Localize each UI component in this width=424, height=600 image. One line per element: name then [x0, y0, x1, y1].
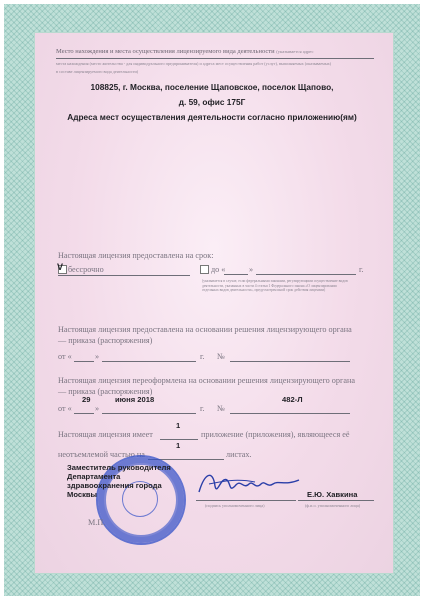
address-line2: д. 59, офис 175Г	[178, 97, 246, 107]
stamp-place-label: М.П.	[88, 518, 106, 527]
reissue-from: от «	[58, 404, 72, 413]
address-line3: Адреса мест осуществления деятельности согласно приложению(ям)	[67, 112, 357, 122]
until-checkbox	[200, 265, 209, 274]
appendix-line1-end: приложение (приложения), являющееся её	[201, 430, 350, 439]
indefinite-underline	[58, 275, 190, 276]
reissue-number: 482-Л	[282, 395, 303, 404]
reissue-day-line	[74, 413, 94, 414]
until-prefix: до «	[211, 265, 226, 274]
until-quote: »	[249, 265, 254, 274]
basis-number-line	[230, 361, 350, 362]
reissue-number-sign: №	[217, 404, 225, 413]
header-line1	[56, 48, 314, 55]
indefinite-label: бессрочно	[68, 265, 104, 274]
reissue-line2: — приказа (распоряжения)	[58, 387, 153, 396]
address-line1: 108825, г. Москва, поселение Щаповское, поселок Щапово,	[90, 82, 334, 92]
appendix-count-line	[160, 439, 198, 440]
basis-day-line	[74, 361, 94, 362]
reissue-line1: Настоящая лицензия переоформлена на основании решения лицензирующего органа	[58, 376, 355, 385]
indefinite-check-mark: V	[57, 262, 64, 272]
signatory-title-line3: здравоохранения города	[67, 481, 162, 490]
reissue-number-line	[230, 413, 350, 414]
appendix-line2-start: неотъемлемой частью на	[58, 450, 145, 459]
handwritten-signature	[195, 466, 305, 502]
header-underline	[56, 58, 374, 59]
signatory-name: Е.Ю. Хавкина	[307, 490, 358, 499]
reissue-month-line	[102, 413, 196, 414]
signature-line	[196, 500, 296, 501]
until-day-line	[224, 274, 248, 275]
signatory-title-line2: Департамента	[67, 472, 121, 481]
appendix-count: 1	[176, 421, 181, 430]
appendix-line1-start: Настоящая лицензия имеет	[58, 430, 153, 439]
basis-from: от «	[58, 352, 72, 361]
until-year-suffix: г.	[359, 265, 364, 274]
reissue-day: 29	[82, 395, 91, 404]
name-caption: (ф.и.о. уполномоченного лица)	[305, 503, 361, 508]
header-line1-main: Место нахождения и места осуществления лицензируемого вида деятельности	[56, 48, 275, 55]
reissue-quote: »	[95, 404, 100, 413]
reissue-year-suffix: г.	[200, 404, 205, 413]
basis-year-suffix: г.	[200, 352, 205, 361]
name-line	[298, 500, 374, 501]
header-line2: места нахождения (место жительства - для индивидуального предпринимателя) и адреса мест осуществления работ (услуг), выполняемых (оказываемых)	[56, 61, 332, 66]
reissue-month: июня 2018	[115, 395, 155, 404]
signature-caption: (подпись уполномоченного лица)	[205, 503, 265, 508]
signatory-title-line4: Москвы	[67, 490, 98, 499]
basis-quote: »	[95, 352, 100, 361]
until-date-line	[256, 274, 356, 275]
basis-number-sign: №	[217, 352, 225, 361]
appendix-sheets: 1	[176, 441, 181, 450]
basis-month-line	[102, 361, 196, 362]
appendix-line2-end: листах.	[226, 450, 252, 459]
signatory-title-line1: Заместитель руководителя	[67, 463, 171, 472]
term-label: Настоящая лицензия предоставлена на срок:	[58, 251, 214, 260]
header-line3: в составе лицензируемого вида деятельности)	[56, 69, 139, 74]
basis-line1: Настоящая лицензия предоставлена на основании решения лицензирующего органа	[58, 325, 352, 334]
basis-line2: — приказа (распоряжения)	[58, 336, 153, 345]
term-note: (указывается в случае, если федеральными законами, регулирующими осуществление видов деятельности, указанных в части 4 статьи 1 Федерального закона «О лицензировании отдельных видов деятельности», предусмотрен иной срок действия лицензии)	[202, 279, 348, 292]
header-line1-note: (указывается адрес	[276, 49, 314, 54]
